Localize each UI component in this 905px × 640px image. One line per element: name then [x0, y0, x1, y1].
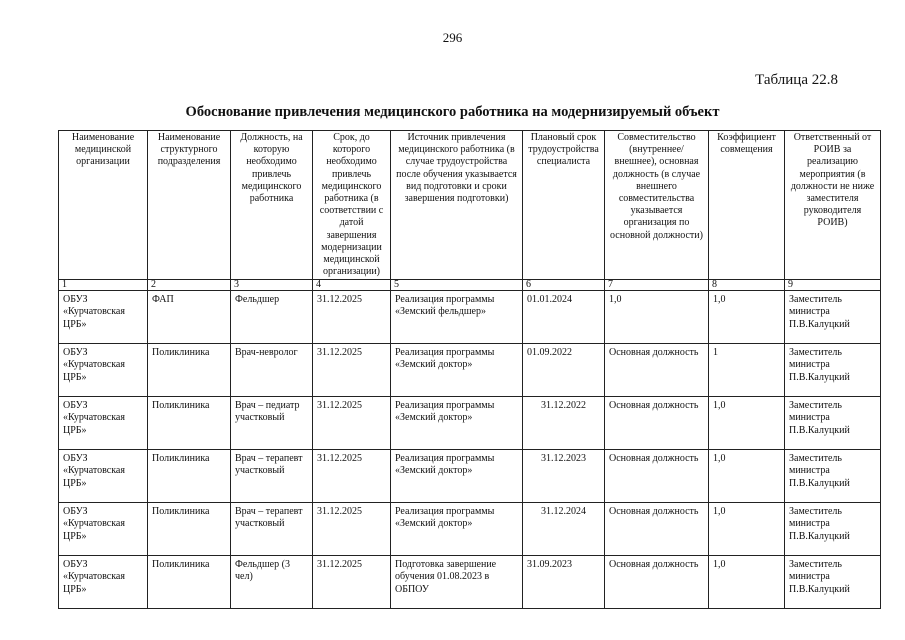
responsible-cell: Заместитель министра П.В.Калуцкий	[785, 556, 881, 609]
column-number: 7	[605, 280, 709, 291]
table-row	[59, 556, 881, 609]
responsible-cell: Заместитель министра П.В.Калуцкий	[785, 503, 881, 556]
department-cell: Поликлиника	[148, 450, 231, 503]
column-number: 1	[59, 280, 148, 291]
deadline-cell: 31.12.2025	[313, 450, 391, 503]
planned-date-cell: 31.12.2022	[523, 397, 605, 450]
department-cell: Поликлиника	[148, 397, 231, 450]
position-cell: Фельдшер (3 чел)	[231, 556, 313, 609]
source-cell: Реализация программы «Земский фельдшер»	[391, 291, 523, 344]
combination-cell: Основная должность	[605, 344, 709, 397]
organization-cell: ОБУЗ «Курчатовская ЦРБ»	[59, 344, 148, 397]
coefficient-cell: 1,0	[709, 397, 785, 450]
table-row	[59, 450, 881, 503]
table-row	[59, 503, 881, 556]
source-cell: Подготовка завершение обучения 01.08.2023 в ОБПОУ	[391, 556, 523, 609]
justification-table	[58, 130, 881, 609]
department-cell: Поликлиника	[148, 556, 231, 609]
planned-date-cell: 01.09.2022	[523, 344, 605, 397]
header-cell: Должность, на которую необходимо привлечь медицинского работника	[231, 131, 313, 280]
responsible-cell: Заместитель министра П.В.Калуцкий	[785, 291, 881, 344]
deadline-cell: 31.12.2025	[313, 397, 391, 450]
table-label: Таблица 22.8	[755, 72, 838, 88]
coefficient-cell: 1,0	[709, 450, 785, 503]
header-cell: Наименование медицинской организации	[59, 131, 148, 280]
responsible-cell: Заместитель министра П.В.Калуцкий	[785, 344, 881, 397]
column-number: 3	[231, 280, 313, 291]
organization-cell: ОБУЗ «Курчатовская ЦРБ»	[59, 503, 148, 556]
responsible-cell: Заместитель министра П.В.Калуцкий	[785, 450, 881, 503]
combination-cell: Основная должность	[605, 397, 709, 450]
organization-cell: ОБУЗ «Курчатовская ЦРБ»	[59, 291, 148, 344]
position-cell: Врач – терапевт участковый	[231, 503, 313, 556]
column-number: 5	[391, 280, 523, 291]
table-row	[59, 344, 881, 397]
combination-cell: Основная должность	[605, 450, 709, 503]
organization-cell: ОБУЗ «Курчатовская ЦРБ»	[59, 397, 148, 450]
page-number: 296	[442, 30, 463, 45]
source-cell: Реализация программы «Земский доктор»	[391, 503, 523, 556]
coefficient-cell: 1	[709, 344, 785, 397]
coefficient-cell: 1,0	[709, 556, 785, 609]
header-cell: Совместительство (внутреннее/внешнее), основная должность (в случае внешнего совместительства указывается организация по основной должности)	[605, 131, 709, 280]
header-cell: Наименование структурного подразделения	[148, 131, 231, 280]
organization-cell: ОБУЗ «Курчатовская ЦРБ»	[59, 556, 148, 609]
organization-cell: ОБУЗ «Курчатовская ЦРБ»	[59, 450, 148, 503]
combination-cell: 1,0	[605, 291, 709, 344]
header-cell: Плановый срок трудоустройства специалиста	[523, 131, 605, 280]
header-cell: Срок, до которого необходимо привлечь медицинского работника (в соответствии с датой завершения модернизации медицинской организации)	[313, 131, 391, 280]
header-cell: Ответственный от РОИВ за реализацию мероприятия (в должности не ниже заместителя руководителя РОИВ)	[785, 131, 881, 280]
source-cell: Реализация программы «Земский доктор»	[391, 344, 523, 397]
column-number: 4	[313, 280, 391, 291]
column-number: 9	[785, 280, 881, 291]
deadline-cell: 31.12.2025	[313, 344, 391, 397]
position-cell: Врач – терапевт участковый	[231, 450, 313, 503]
column-number: 6	[523, 280, 605, 291]
planned-date-cell: 31.12.2024	[523, 503, 605, 556]
coefficient-cell: 1,0	[709, 291, 785, 344]
column-number-row	[59, 280, 881, 291]
deadline-cell: 31.12.2025	[313, 291, 391, 344]
header-cell: Коэффициент совмещения	[709, 131, 785, 280]
position-cell: Врач-невролог	[231, 344, 313, 397]
planned-date-cell: 31.09.2023	[523, 556, 605, 609]
document-title: Обоснование привлечения медицинского работника на модернизируемый объект	[185, 104, 720, 120]
position-cell: Фельдшер	[231, 291, 313, 344]
position-cell: Врач – педиатр участковый	[231, 397, 313, 450]
planned-date-cell: 01.01.2024	[523, 291, 605, 344]
header-row	[59, 131, 881, 280]
responsible-cell: Заместитель министра П.В.Калуцкий	[785, 397, 881, 450]
department-cell: ФАП	[148, 291, 231, 344]
header-cell: Источник привлечения медицинского работника (в случае трудоустройства после обучения указывается вид подготовки и сроки завершения подготовки)	[391, 131, 523, 280]
coefficient-cell: 1,0	[709, 503, 785, 556]
source-cell: Реализация программы «Земский доктор»	[391, 450, 523, 503]
column-number: 8	[709, 280, 785, 291]
table-row	[59, 397, 881, 450]
column-number: 2	[148, 280, 231, 291]
department-cell: Поликлиника	[148, 503, 231, 556]
deadline-cell: 31.12.2025	[313, 556, 391, 609]
combination-cell: Основная должность	[605, 503, 709, 556]
combination-cell: Основная должность	[605, 556, 709, 609]
planned-date-cell: 31.12.2023	[523, 450, 605, 503]
table-row	[59, 291, 881, 344]
department-cell: Поликлиника	[148, 344, 231, 397]
deadline-cell: 31.12.2025	[313, 503, 391, 556]
source-cell: Реализация программы «Земский доктор»	[391, 397, 523, 450]
